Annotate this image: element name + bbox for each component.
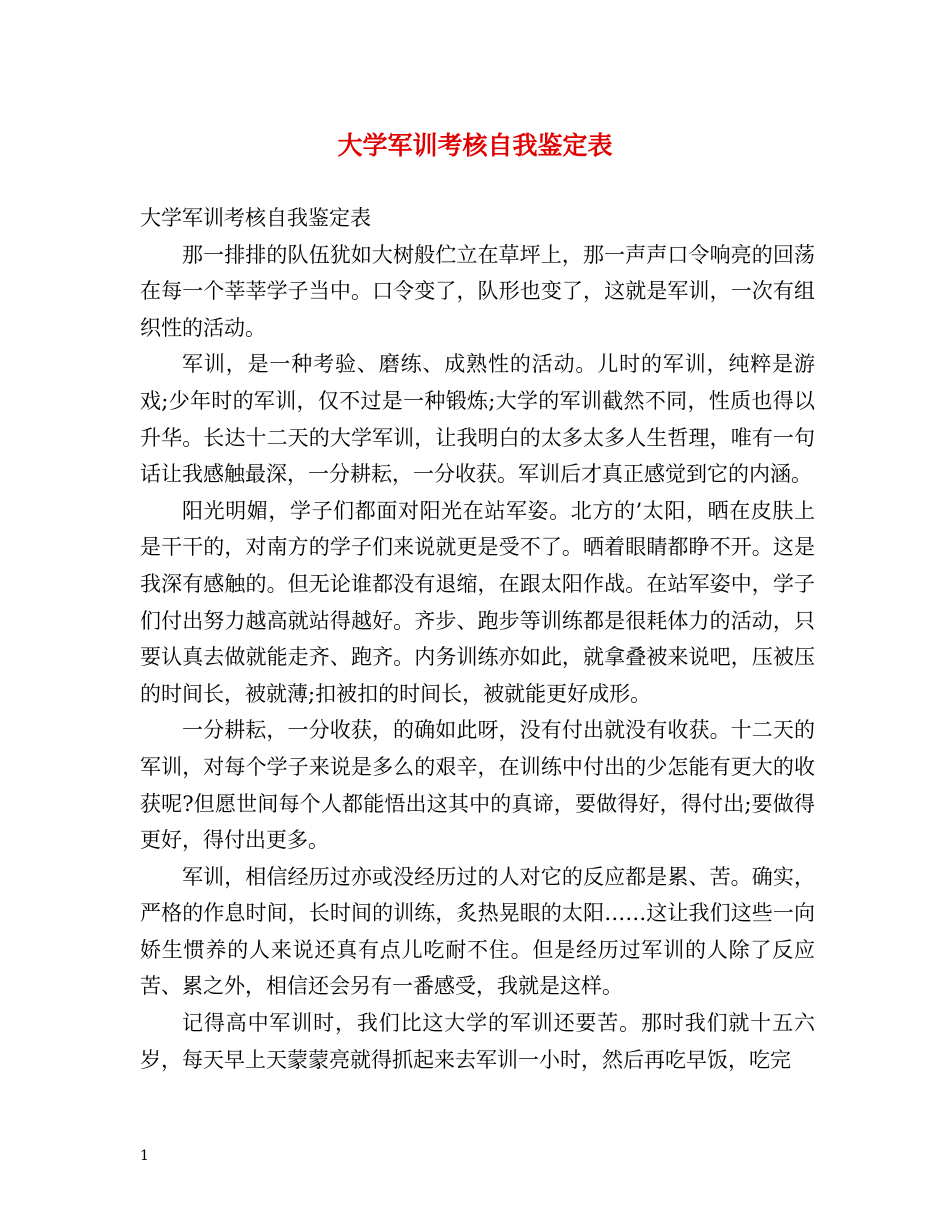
paragraph-2: 军训，是一种考验、磨练、成熟性的活动。儿时的军训，纯粹是游戏;少年时的军训，仅不过是一种锻炼;大学的军训截然不同，性质也得以升华。长达十二天的大学军训，让我明白的太多太多人生哲理，唯有一句话让我感触最深，一分耕耘，一分收获。军训后才真正感觉到它的内涵。	[140, 352, 815, 487]
document-subtitle: 大学军训考核自我鉴定表	[140, 206, 371, 230]
page-number: 1	[140, 1148, 149, 1164]
document-title: 大学军训考核自我鉴定表	[337, 131, 613, 160]
paragraph-5: 军训，相信经历过亦或没经历过的人对它的反应都是累、苦。确实，严格的作息时间，长时间的训练，炙热晃眼的太阳……这让我们这些一向娇生惯养的人来说还真有点儿吃耐不住。但是经历过军训的人除了反应苦、累之外，相信还会另有一番感受，我就是这样。	[140, 864, 815, 999]
paragraph-6: 记得高中军训时，我们比这大学的军训还要苦。那时我们就十五六岁，每天早上天蒙蒙亮就得抓起来去军训一小时，然后再吃早饭，吃完	[140, 1011, 815, 1072]
paragraph-1: 那一排排的队伍犹如大树般伫立在草坪上，那一声声口令响亮的回荡在每一个莘莘学子当中。口令变了，队形也变了，这就是军训，一次有组织性的活动。	[140, 242, 815, 340]
paragraph-4: 一分耕耘，一分收获，的确如此呀，没有付出就没有收获。十二天的军训，对每个学子来说是多么的艰辛，在训练中付出的少怎能有更大的收获呢?但愿世间每个人都能悟出这其中的真谛，要做得好，得付出;要做得更好，得付出更多。	[140, 718, 815, 853]
paragraph-3: 阳光明媚，学子们都面对阳光在站军姿。北方的’太阳，晒在皮肤上是干干的，对南方的学子们来说就更是受不了。晒着眼睛都睁不开。这是我深有感触的。但无论谁都没有退缩，在跟太阳作战。在站军姿中，学子们付出努力越高就站得越好。齐步、跑步等训练都是很耗体力的活动，只要认真去做就能走齐、跑齐。内务训练亦如此，就拿叠被来说吧，压被压的时间长，被就薄;扣被扣的时间长，被就能更好成形。	[140, 498, 815, 706]
document-body	[140, 200, 815, 1078]
